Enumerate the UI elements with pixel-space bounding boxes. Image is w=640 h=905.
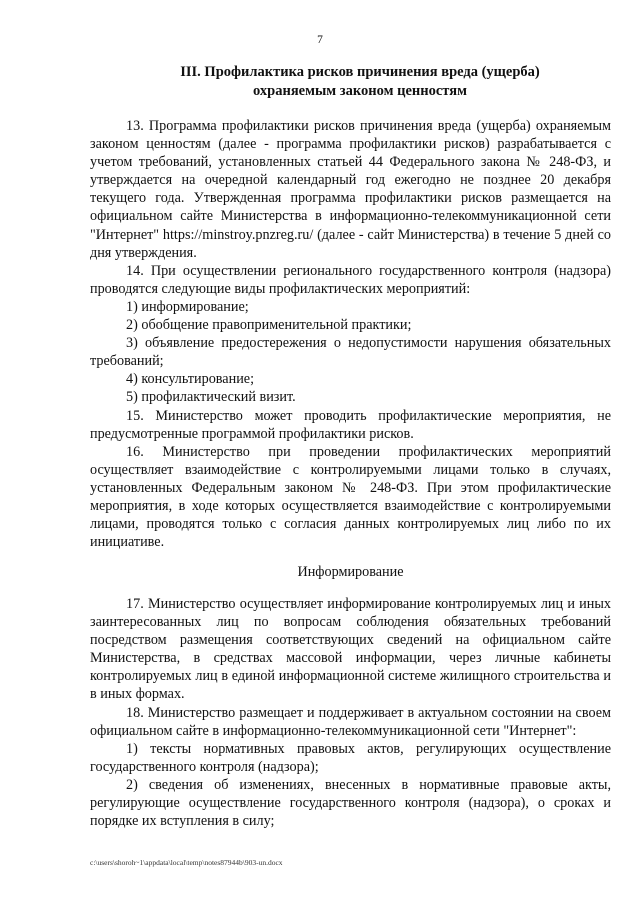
list-item: 5) профилактический визит.	[126, 389, 296, 406]
paragraph-18-item-2: 2) сведения об изменениях, внесенных в нормативные правовые акты, регулирующие осуществление государственного контроля (надзора), о сроках и порядке их вступления в силу;	[90, 776, 611, 830]
section-heading-line-2: охраняемым законом ценностям	[253, 83, 467, 99]
list-item: 2) обобщение правоприменительной практики;	[126, 317, 412, 334]
footer-file-path: c:\users\shoroh~1\appdata\local\temp\notes87944b\903-un.docx	[90, 858, 283, 867]
section-heading	[80, 63, 640, 101]
paragraph-15: 15. Министерство может проводить профилактические мероприятия, не предусмотренные программой профилактики рисков.	[90, 407, 611, 442]
section-body-1	[90, 117, 611, 551]
paragraph-18-item-1: 1) тексты нормативных правовых актов, регулирующих осуществление государственного контроля (надзора);	[90, 740, 611, 775]
page-number: 7	[317, 34, 323, 46]
section-body-2	[90, 595, 611, 830]
paragraph-17: 17. Министерство осуществляет информирование контролируемых лиц и иных заинтересованных лиц по вопросам соблюдения обязательных требований посредством размещения соответствующих сведений на официальном сайте Министерства, в средствах массовой информации, через личные кабинеты контролируемых лиц в единой информационной системе жилищного строительства и в иных формах.	[90, 596, 611, 703]
paragraph-14: 14. При осуществлении регионального государственного контроля (надзора) проводятся следующие виды профилактических мероприятий:	[90, 262, 611, 297]
subsection-heading: Информирование	[297, 564, 404, 580]
paragraph-16: 16. Министерство при проведении профилактических мероприятий осуществляет взаимодействие с контролируемыми лицами только в случаях, установленных Федеральным законом № 248-ФЗ. При этом профилактические мероприятия, в ходе которых осуществляется взаимодействие с контролируемыми лицами, проводятся только с согласия данных контролируемых лиц либо по их инициативе.	[90, 443, 611, 551]
list-item: 4) консультирование;	[126, 371, 255, 388]
paragraph-18: 18. Министерство размещает и поддерживает в актуальном состоянии на своем официальном сайте в информационно-телекоммуникационной сети "Интернет":	[90, 704, 611, 739]
list-item: 1) информирование;	[126, 298, 249, 315]
list-item: 3) объявление предостережения о недопустимости нарушения обязательных требований;	[90, 335, 611, 370]
paragraph-13: 13. Программа профилактики рисков причинения вреда (ущерба) охраняемым законом ценностям (далее - программа профилактики рисков) разрабатывается с учетом требований, установленных статьей 44 Федерального закона № 248-ФЗ, и утверждается на очередной календарный год ежегодно не позднее 20 декабря текущего года. Утвержденная программа профилактики рисков размещается на официальном сайте Министерства в информационно-телекоммуникационной сети "Интернет" https://minstroy.pnzreg.ru/ (далее - сайт Министерства) в течение 5 дней со дня утверждения.	[90, 118, 611, 261]
section-heading-line-1: III. Профилактика рисков причинения вреда (ущерба)	[180, 64, 540, 80]
